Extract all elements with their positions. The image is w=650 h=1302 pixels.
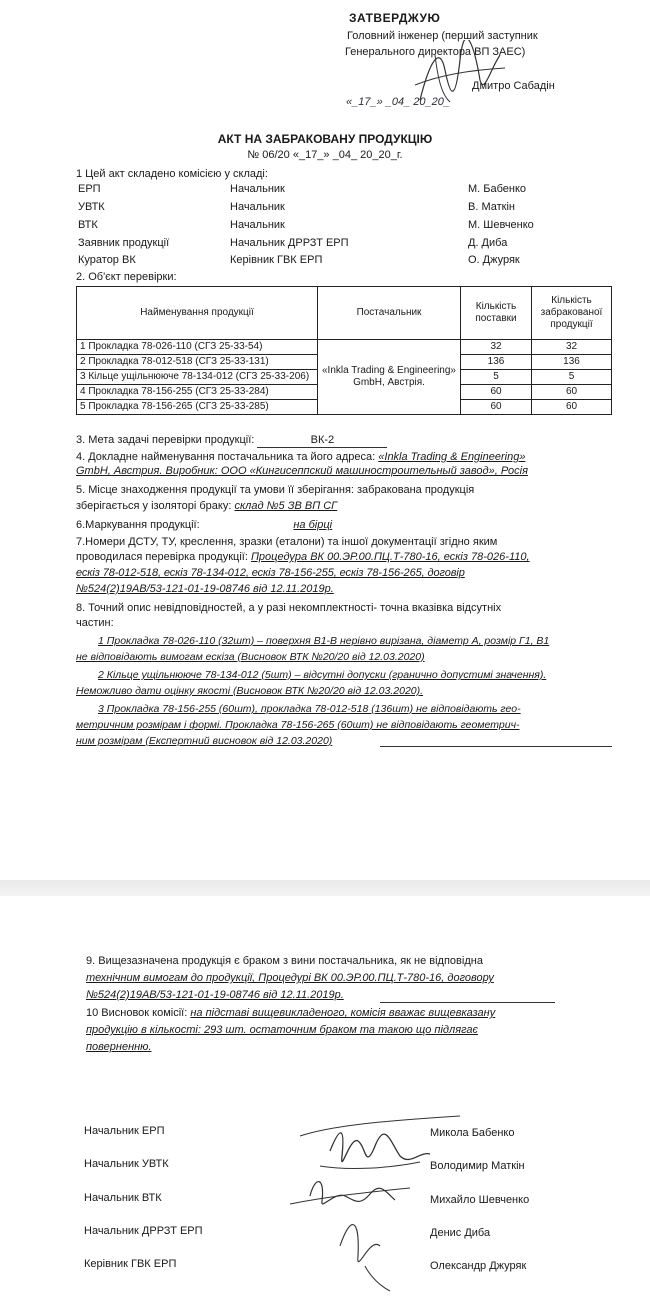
underline (380, 746, 612, 747)
member-role: ВТК (78, 219, 98, 231)
section-2-label: 2. Об'єкт перевірки: (76, 271, 177, 283)
rejected-quantity: 136 (532, 355, 612, 370)
signature-role: Керівник ГВК ЕРП (84, 1258, 177, 1270)
section-8-text: метричним розмірам і формі. Прокладка 78-156-265 (60шт) не відповідають геометрич- (76, 719, 520, 731)
section-8-line-1: 8. Точний опис невідповідностей, а у разі некомплектності- точна вказівка відсутніх (76, 602, 502, 614)
section-8-text: ним розмірам (Експертний висновок від 12.03.2020) (76, 735, 333, 747)
product-name: 5 Прокладка 78-156-265 (СГЗ 25-33-285) (77, 400, 318, 415)
header-supplier: Постачальник (318, 287, 461, 340)
section-7-value-3: ескіз 78-012-518, ескіз 78-134-012, ескіз 78-156-255, ескіз 78-156-265, договір (76, 567, 465, 579)
approval-title: ЗАТВЕРДЖУЮ (349, 11, 441, 25)
section-3 (76, 433, 387, 448)
document-page-2 (0, 896, 650, 1302)
underline (380, 1002, 555, 1003)
section-8-text: 3 Прокладка 78-156-255 (60шт), прокладка 78-012-518 (136шт) не відповідають гео- (98, 703, 521, 715)
commission-member (78, 236, 598, 251)
supplier-cell: «Inkla Trading & Engineering» GmbH, Австрія. (318, 340, 461, 415)
section-7-label-2: проводилася перевірка продукції: (76, 551, 248, 563)
signature-role: Начальник ЕРП (84, 1125, 165, 1137)
approval-line-1: Головний інженер (перший заступник (347, 30, 538, 42)
signature-role: Начальник ВТК (84, 1192, 162, 1204)
approval-name: Дмитро Сабадін (472, 80, 555, 92)
member-role: ЕРП (78, 183, 101, 195)
member-name: М. Бабенко (468, 183, 527, 195)
header-quantity: Кількість поставки (461, 287, 532, 340)
signature-role: Начальник УВТК (84, 1158, 169, 1170)
commission-member (78, 218, 598, 233)
section-9-line-2: технічним вимогам до продукції, Процедурі ВК 00.ЭР.00.ПЦ.Т-780-16, договору (86, 972, 494, 984)
member-role: УВТК (78, 201, 105, 213)
handwritten-signatures (270, 1096, 470, 1296)
signature-name: Михайло Шевченко (430, 1194, 530, 1206)
section-8-text: Неможливо дати оцінку якості (Висновок ВТК №20/20 від 12.03.2020). (76, 685, 424, 697)
section-3-value: ВК-2 (257, 433, 387, 448)
member-name: О. Джуряк (468, 254, 520, 266)
signature-name: Олександр Джуряк (430, 1260, 527, 1272)
rejected-quantity: 60 (532, 385, 612, 400)
section-10-value-2: продукцію в кількості: 293 шт. остаточним браком та такою що підлягає (86, 1024, 478, 1036)
section-8-text: не відповідають вимогам ескіза (Висновок ВТК №20/20 від 12.03.2020) (76, 651, 425, 663)
page-separator (0, 880, 650, 896)
section-6 (76, 518, 423, 532)
member-name: В. Маткін (468, 201, 515, 213)
section-7-value-2: Процедура ВК 00.ЭР.00.ПЦ.Т-780-16, ескіз 78-026-110, (250, 551, 530, 563)
section-4-value-2: GmbH, Австрия. Виробник: ООО «Кингисеппский машиностроительный завод», Росія (76, 465, 528, 477)
section-9-line-3: №524(2)19АВ/53-121-01-19-08746 від 12.11.2019р. (86, 989, 344, 1001)
member-name: Д. Диба (468, 237, 508, 249)
approval-date: «_17_» _04_ 20_20_ (346, 96, 450, 108)
section-10-value-1: на підставі вищевикладеного, комісія вважає вищевказану (190, 1007, 496, 1019)
member-role: Заявник продукції (78, 237, 170, 249)
member-role: Куратор ВК (78, 254, 136, 266)
section-8-line-2: частин: (76, 617, 114, 629)
quantity: 32 (461, 340, 532, 355)
section-10-label: 10 Висновок комісії: (86, 1007, 188, 1019)
section-5-label-2: зберігається у ізоляторі браку: (76, 500, 232, 512)
header-rejected: Кількість забракованої продукції (532, 287, 612, 340)
inspection-table (76, 286, 612, 415)
quantity: 5 (461, 370, 532, 385)
section-10-value-3: поверненню. (86, 1041, 152, 1053)
signature-name: Микола Бабенко (430, 1127, 515, 1139)
section-7-line-1: 7.Номери ДСТУ, ТУ, креслення, зразки (еталони) та іншої документації згідно яким (76, 536, 498, 548)
member-position: Начальник (230, 219, 285, 231)
section-3-label: 3. Мета задачі перевірки продукції: (76, 434, 255, 446)
section-7-value-4: №524(2)19АВ/53-121-01-19-08746 від 12.11.2019р. (76, 583, 334, 595)
section-6-label: 6.Маркування продукції: (76, 519, 200, 531)
section-5-line-1: 5. Місце знаходження продукції та умови її зберігання: забракована продукція (76, 484, 475, 496)
table-header-row (77, 287, 612, 340)
table-row (77, 340, 612, 355)
product-name: 4 Прокладка 78-156-255 (СГЗ 25-33-284) (77, 385, 318, 400)
section-10-line-1 (86, 1007, 495, 1020)
product-name: 3 Кільце ущільнююче 78-134-012 (СГЗ 25-33-206) (77, 370, 318, 385)
act-number: № 06/20 «_17_» _04_ 20_20_г. (247, 149, 403, 161)
commission-member (78, 200, 598, 215)
member-name: М. Шевченко (468, 219, 534, 231)
section-5-line-2 (76, 499, 434, 513)
header-product: Найменування продукції (77, 287, 318, 340)
commission-member (78, 182, 598, 197)
member-position: Начальник ДРРЗТ ЕРП (230, 237, 349, 249)
section-5-value: склад №5 ЗВ ВП СГ (234, 500, 338, 512)
rejected-quantity: 5 (532, 370, 612, 385)
act-title: АКТ НА ЗАБРАКОВАНУ ПРОДУКЦІЮ (217, 132, 433, 146)
section-7-line-2 (76, 550, 530, 564)
rejected-quantity: 32 (532, 340, 612, 355)
section-9-line-1: 9. Вищезазначена продукція є браком з вини постачальника, як не відповідна (86, 955, 483, 967)
section-4-line-1 (76, 450, 525, 464)
product-name: 2 Прокладка 78-012-518 (СГЗ 25-33-131) (77, 355, 318, 370)
section-4-label: 4. Докладне найменування постачальника та його адреса: (76, 451, 376, 463)
rejected-quantity: 60 (532, 400, 612, 415)
product-name: 1 Прокладка 78-026-110 (СГЗ 25-33-54) (77, 340, 318, 355)
signature-role: Начальник ДРРЗТ ЕРП (84, 1225, 203, 1237)
section-4-value-1: «Inkla Trading & Engineering» (378, 451, 526, 463)
signature-name: Денис Диба (430, 1227, 491, 1239)
signature-name: Володимир Маткін (430, 1160, 525, 1172)
approval-line-2: Генерального директора ВП ЗАЕС) (345, 46, 526, 58)
section-8-text: 1 Прокладка 78-026-110 (32шт) – поверхня В1-В нерівно вирізана, діаметр А, розмір Г1, В1 (98, 635, 550, 647)
quantity: 60 (461, 385, 532, 400)
commission-member (78, 253, 598, 268)
member-position: Начальник (230, 183, 285, 195)
quantity: 136 (461, 355, 532, 370)
member-position: Начальник (230, 201, 285, 213)
member-position: Керівник ГВК ЕРП (230, 254, 323, 266)
section-8-text: 2 Кільце ущільнююче 78-134-012 (5шт) – відсутні допуски (гранично допустимі значення). (98, 669, 547, 681)
commission-intro: 1 Цей акт складено комісією у складі: (76, 168, 268, 180)
quantity: 60 (461, 400, 532, 415)
section-6-value: на бірці (293, 519, 333, 531)
